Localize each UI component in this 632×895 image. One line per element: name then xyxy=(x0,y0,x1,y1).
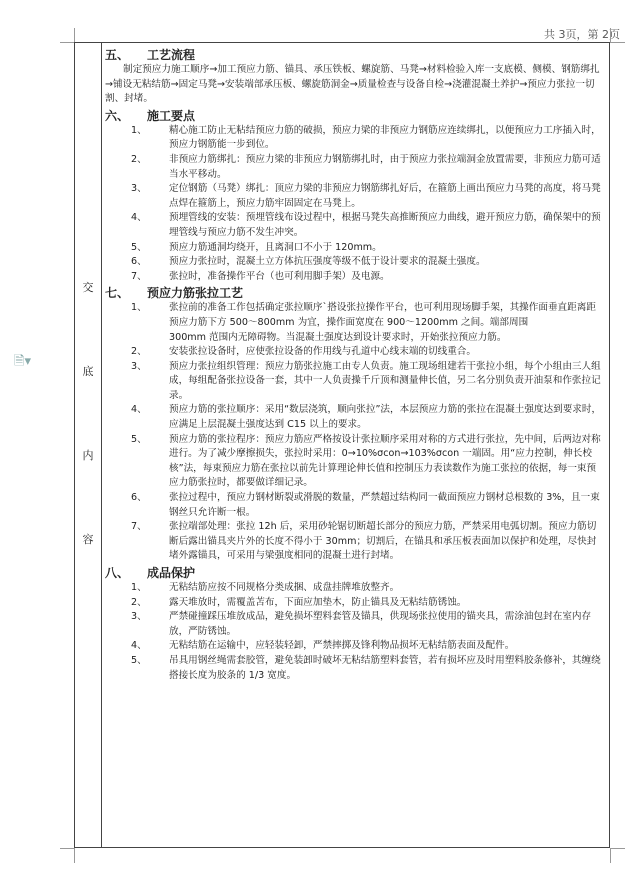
section-heading: 工艺流程 xyxy=(147,48,196,62)
section-number: 七、 xyxy=(105,286,130,301)
list-item-number: 7、 xyxy=(131,521,147,533)
list-item-text: 无粘结筋在运输中，应轻装轻卸，严禁摔掷及锋利物品损坏无粘结筋表面及配件。 xyxy=(169,640,515,652)
list-item xyxy=(105,182,603,211)
document-icon[interactable]: 🗎▾ xyxy=(14,354,31,369)
list-item-number: 4、 xyxy=(131,640,147,652)
page-number: 共 3页，第 2页 xyxy=(544,28,620,41)
crop-mark xyxy=(60,848,75,863)
list-item xyxy=(105,403,603,432)
section-heading: 成品保护 xyxy=(147,566,196,580)
list-item xyxy=(105,433,603,491)
list-item-number: 5、 xyxy=(131,433,147,445)
crop-mark xyxy=(610,28,625,43)
section-heading: 预应力筋张拉工艺 xyxy=(147,286,244,301)
list-item-continuation: 300mm 范围内无障碍物。当混凝土强度达到设计要求时，开始张拉预应力筋。 xyxy=(169,331,507,343)
list-item-text: 非预应力筋绑扎：预应力梁的非预应力钢筋绑扎时，由于预应力张拉端洞金放置需要，非预应力筋可适当水平移动。 xyxy=(169,153,601,180)
list-item-text: 露天堆放时，需覆盖苫布，下面应加垫木，防止锚具及无粘结筋锈蚀。 xyxy=(169,596,467,608)
list-item xyxy=(105,360,603,404)
list-item-text: 预埋管线的安装：预埋管线布设过程中，根据马凳失高推断预应力曲线，避开预应力筋，确保架中的预埋管线与预应力筋不发生冲突。 xyxy=(169,212,601,238)
list-item-number: 2、 xyxy=(131,153,147,165)
list-item xyxy=(105,211,603,240)
list-item-text: 严禁碰撞踩压堆放成品，避免损坏塑料套管及锚具，供现场张拉使用的锚夹具，需涂油包封在室内存放，严防锈蚀。 xyxy=(169,611,592,637)
list-item-text: 预应力筋的张拉程序：预应力筋应严格按设计张拉顺序采用对称的方式进行张拉，先中间，后两边对称进行。为了减少摩擦损失，张拉时采用：0→10%σcon→103%σcon 一端固。用“应力控制，伸长校核”法，每束预应力筋在张拉以前先计算理论伸长值和控制压力表读数作为施工张拉的依据，每一束预应力筋张拉时，都要做详细记录。 xyxy=(169,433,601,489)
list-item-text: 精心施工防止无粘结预应力筋的破损，预应力梁的非预应力钢筋应连续绑扎，以便预应力工序插入时，预应力钢筋能一步到位。 xyxy=(169,124,601,151)
list-item xyxy=(105,241,603,256)
list-item xyxy=(105,639,603,654)
document-content xyxy=(105,46,603,683)
list-item-number: 2、 xyxy=(131,346,147,358)
list-item xyxy=(105,581,603,596)
list-item xyxy=(105,301,603,330)
crop-mark xyxy=(610,848,625,863)
side-label-char: 底 xyxy=(82,365,94,378)
section-title xyxy=(105,108,603,124)
section-number: 六、 xyxy=(105,108,130,123)
list-item-number: 6、 xyxy=(131,256,147,268)
document-frame xyxy=(74,42,610,848)
list-item xyxy=(105,255,603,270)
list-item-text: 吊具用钢丝绳需套胶管，避免装卸时破坏无粘结筋塑料套管，若有损坏应及时用塑料胶条修补，其缠绕搭接长度为胶条的 1/3 宽度。 xyxy=(169,654,601,681)
side-label-char: 容 xyxy=(82,533,94,546)
crop-mark xyxy=(60,28,75,43)
list-item-text: 安装张拉设备时，应使张拉设备的作用线与孔道中心线末端的切线重合。 xyxy=(169,346,476,358)
list-item-text: 张拉时，准备操作平台（也可利用脚手架）及电源。 xyxy=(169,270,390,282)
list-item xyxy=(105,610,603,639)
list-item-number: 1、 xyxy=(131,124,147,136)
list-item-number: 5、 xyxy=(131,241,147,253)
list-item-text: 张拉前的准备工作包括确定张拉顺序`搭设张拉操作平台，也可利用现场脚手架，其操作面垂直距离距预应力筋下方 500～800mm 为宜，操作面宽度在 900～1200mm 之间。端部周围 xyxy=(169,302,596,328)
list-item xyxy=(105,491,603,520)
side-label-column xyxy=(75,43,102,847)
list-item-text: 预应力筋通洞均绕开，且离洞口不小于 120mm。 xyxy=(169,241,382,253)
list-item-number: 6、 xyxy=(131,492,147,504)
side-label-char: 交 xyxy=(82,281,94,294)
list-item-number: 4、 xyxy=(131,404,147,416)
list-item-text: 无粘结筋应按不同规格分类成捆、成盘挂牌堆放整齐。 xyxy=(169,582,400,593)
side-label-char: 内 xyxy=(82,449,94,462)
list-item-number: 5、 xyxy=(131,654,147,666)
list-item-text: 定位钢筋（马凳）绑扎：顶应力梁的非预应力钢筋绑扎好后，在箍筋上画出预应力马凳的高度，将马凳点焊在箍筋上，预应力筋牢固固定在马凳上。 xyxy=(169,183,601,209)
section-title xyxy=(105,47,603,63)
paragraph: 制定预应力施工顺序→加工预应力筋、锚具、承压铁板、螺旋筋、马凳→材料检验入库一支底模、侧模、钢筋绑扎→铺设无粘结筋→固定马凳→安装端部承压板、螺旋筋洞金→质量检查与设备自检→浇灌混凝土养护→预应力张拉一切割、封堵。 xyxy=(105,64,600,105)
list-item xyxy=(105,270,603,285)
list-item-text: 张拉过程中，预应力钢材断裂或滑脱的数量，严禁超过结构同一截面预应力钢材总根数的 3%，且一束钢丝只允许断一根。 xyxy=(169,492,600,518)
list-item xyxy=(105,520,603,564)
list-item-number: 3、 xyxy=(131,183,147,195)
section-number: 八、 xyxy=(105,566,130,580)
section-heading: 施工要点 xyxy=(147,108,196,123)
section-title xyxy=(105,285,603,301)
list-item xyxy=(105,345,603,360)
list-item-number: 1、 xyxy=(131,302,147,314)
list-item-text: 预应力张拉组织管理：预应力筋张拉施工由专人负责。施工现场组建若干张拉小组，每个小组由三人组成，每组配备张拉设备一套，其中一人负责操千斤顶和测量伸长值，另二名分别负责开油泵和作张拉记录。 xyxy=(169,360,601,401)
section-title xyxy=(105,565,603,581)
list-item-number: 1、 xyxy=(131,582,147,593)
list-item-number: 3、 xyxy=(131,611,147,623)
list-item xyxy=(105,654,603,683)
list-item-number: 3、 xyxy=(131,360,147,372)
list-item-text: 张拉端部处理：张拉 12h 后，采用砂轮锯切断超长部分的预应力筋，严禁采用电弧切割。预应力筋切断后露出锚具夹片外的长度不得小于 30mm；切割后，在锚具和承压板表面加以保护和处理，尽快封堵外露锚具，可采用与梁强度相同的混凝土进行封堵。 xyxy=(169,521,597,562)
list-item-text: 预应力筋的张拉顺序：采用“数层浇筑，顺向张拉”法，本层预应力筋的张拉在混凝土强度达到要求时，应满足上层混凝土强度达到 C15 以上的要求。 xyxy=(169,404,602,431)
list-item-text: 预应力张拉时，混凝土立方体抗压强度等级不低于设计要求的混凝土强度。 xyxy=(169,256,486,268)
list-item-number: 4、 xyxy=(131,212,147,224)
list-item xyxy=(105,596,603,611)
list-item-number: 2、 xyxy=(131,596,147,608)
section-number: 五、 xyxy=(105,48,130,62)
list-item xyxy=(105,124,603,153)
list-item-number: 7、 xyxy=(131,270,147,282)
list-item xyxy=(105,153,603,182)
